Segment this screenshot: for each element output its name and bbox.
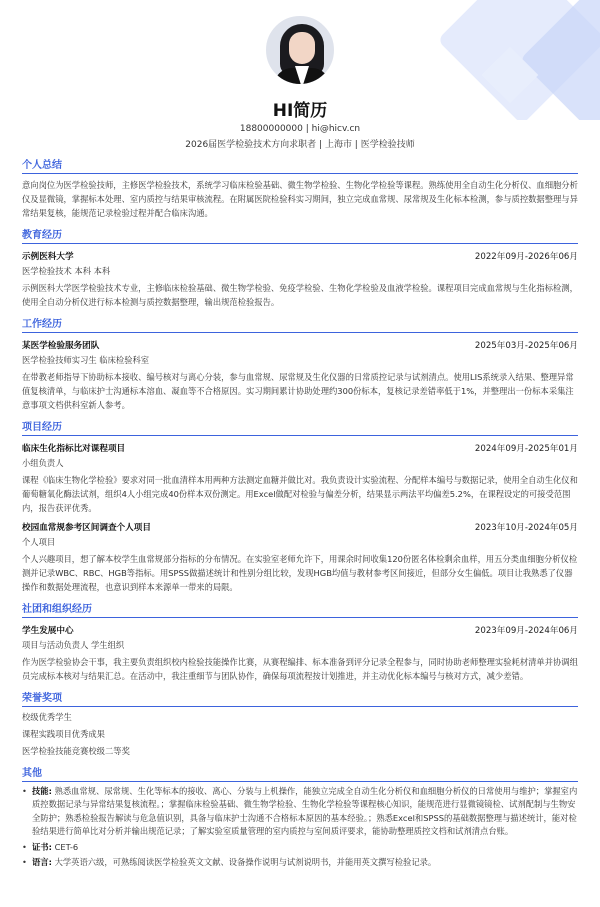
project-name: 校园血常规参考区间调查个人项目 (22, 523, 151, 533)
honor-item: 课程实践项目优秀成果 (22, 729, 105, 739)
section-title-honors: 荣誉奖项 (22, 689, 578, 707)
section-title-summary: 个人总结 (22, 156, 578, 174)
header-decoration (430, 0, 600, 120)
other-text: 大学英语六级，可熟练阅读医学检验英文文献、设备操作说明与试剂说明书，并能用英文撰写检验记录。 (54, 857, 437, 868)
other-label: 语言: (32, 857, 52, 868)
other-list (22, 785, 578, 869)
contact-info: 18800000000 | hi@hicv.cn (239, 124, 361, 134)
education-major: 医学检验技术 本科 本科 (22, 266, 111, 276)
social-date: 2023年09月-2024年06月 (474, 626, 578, 636)
summary-text: 意向岗位为医学检验技师，主修医学检验技术，系统学习临床检验基础、微生物学检验、生物化学检验等课程。熟练使用全自动生化分析仪、血细胞分析仪及显微镜，掌握标本处理、室内质控与结果审核流程。在附属医院检验科实习期间，独立完成血常规、尿常规及生化标本检测，参与质控数据整理与异常结果复核，能规范记录检验过程并配合临床沟通。 (22, 180, 578, 218)
section-title-education: 教育经历 (22, 226, 578, 244)
project-entry-header (22, 442, 578, 454)
section-title-social: 社团和组织经历 (22, 600, 578, 618)
education-date: 2022年09月-2026年06月 (474, 252, 578, 262)
resume-name: HI简历 (272, 101, 328, 121)
section-title-other: 其他 (22, 764, 578, 782)
section-title-projects: 项目经历 (22, 418, 578, 436)
other-item-language (22, 856, 578, 869)
education-org: 示例医科大学 (22, 252, 74, 262)
other-label: 证书: (32, 841, 52, 852)
other-text: 熟悉血常规、尿常规、生化等标本的接收、离心、分装与上机操作，能独立完成全自动生化分析仪和血细胞分析仪的日常使用与维护；掌握室内质控数据记录与异常结果复核流程。；掌握临床检验基础、微生物学检验、生物化学检验等课程核心知识，能规范进行显微镜镜检、试剂配制与生物安全防护；熟悉检验报告解读与危急值识别，具备与临床护士沟通不合格标本原因的基本经验。；熟悉Excel和SPSS的基础数据整理与描述统计，能对检验结果进行简单比对分析并输出规范记录；了解实验室质量管理的室内质控与室间质评要求，能协助整理质控文档和试剂清点台账。 (32, 786, 578, 837)
project-date: 2023年10月-2024年05月 (474, 523, 578, 533)
project-name: 临床生化指标比对课程项目 (22, 444, 126, 454)
work-role: 医学检验技师实习生 临床检验科室 (22, 355, 150, 365)
section-title-work: 工作经历 (22, 315, 578, 333)
work-date: 2025年03月-2025年06月 (474, 341, 578, 351)
project-desc: 个人兴趣项目，想了解本校学生血常规部分指标的分布情况。在实验室老师允许下，用课余时间收集120份匿名体检剩余血样，用五分类血细胞分析仪检测并记录WBC、RBC、HGB等指标。用SPSS做描述统计和性别分组比较，发现HGB均值与教材参考区间接近，但部分女生偏低。项目让我熟悉了仪器操作和数据处理流程，也意识到样本来源单一带来的局限。 (22, 554, 578, 592)
work-entry-header (22, 339, 578, 351)
other-label: 技能: (32, 786, 52, 796)
honor-item: 医学检验技能竞赛校级二等奖 (22, 746, 130, 756)
other-item-certificate (22, 841, 578, 854)
project-role: 小组负责人 (22, 458, 64, 468)
honor-item: 校级优秀学生 (22, 712, 72, 722)
social-org: 学生发展中心 (22, 626, 74, 636)
project-desc: 课程《临床生物化学检验》要求对同一批血清样本用两种方法测定血糖并做比对。我负责设计实验流程、分配样本编号与数据记录，使用全自动生化仪和葡萄糖氧化酶法试剂，组织4人小组完成40份样本双份测定。用Excel做配对检验与偏差分析，结果显示两法平均偏差5.2%，在课程设定的可接受范围内，报告获评优秀。 (22, 475, 578, 513)
avatar (264, 14, 336, 86)
project-role: 个人项目 (22, 537, 56, 547)
job-intent: 2026届医学检验技术方向求职者 | 上海市 | 医学检验技师 (185, 140, 415, 150)
other-text: CET-6 (54, 841, 79, 852)
social-role: 项目与活动负责人 学生组织 (22, 640, 125, 650)
education-entry-header (22, 250, 578, 262)
other-item-skills (22, 785, 578, 839)
work-org: 某医学检验服务团队 (22, 341, 100, 351)
work-desc: 在带教老师指导下协助标本接收、编号核对与离心分装，参与血常规、尿常规及生化仪器的日常质控记录与试剂清点。使用LIS系统录入结果、整理异常值复核清单，与临床护士沟通标本溶血、凝血等不合格原因。实习期间累计协助处理约300份标本，复核记录差错率低于1%，并整理出一份标本采集注意事项文档供科室新人参考。 (22, 372, 574, 410)
social-desc: 作为医学检验协会干事，我主要负责组织校内检验技能操作比赛，从赛程编排、标本准备到评分记录全程参与，同时协助老师整理实验耗材清单并协调组员完成标本核对与结果汇总。在活动中，我注重细节与团队协作，确保每项流程按计划推进，并主动优化标本编号与核对方式，减少差错。 (22, 657, 578, 681)
education-desc: 示例医科大学医学检验技术专业，主修临床检验基础、微生物学检验、免疫学检验、生物化学检验及血液学检验。课程项目完成血常规与生化指标检测，使用全自动分析仪进行标本检测与质控数据整理，输出规范检验报告。 (22, 283, 578, 307)
project-date: 2024年09月-2025年01月 (474, 444, 578, 454)
social-entry-header (22, 624, 578, 636)
project-entry-header (22, 521, 578, 533)
